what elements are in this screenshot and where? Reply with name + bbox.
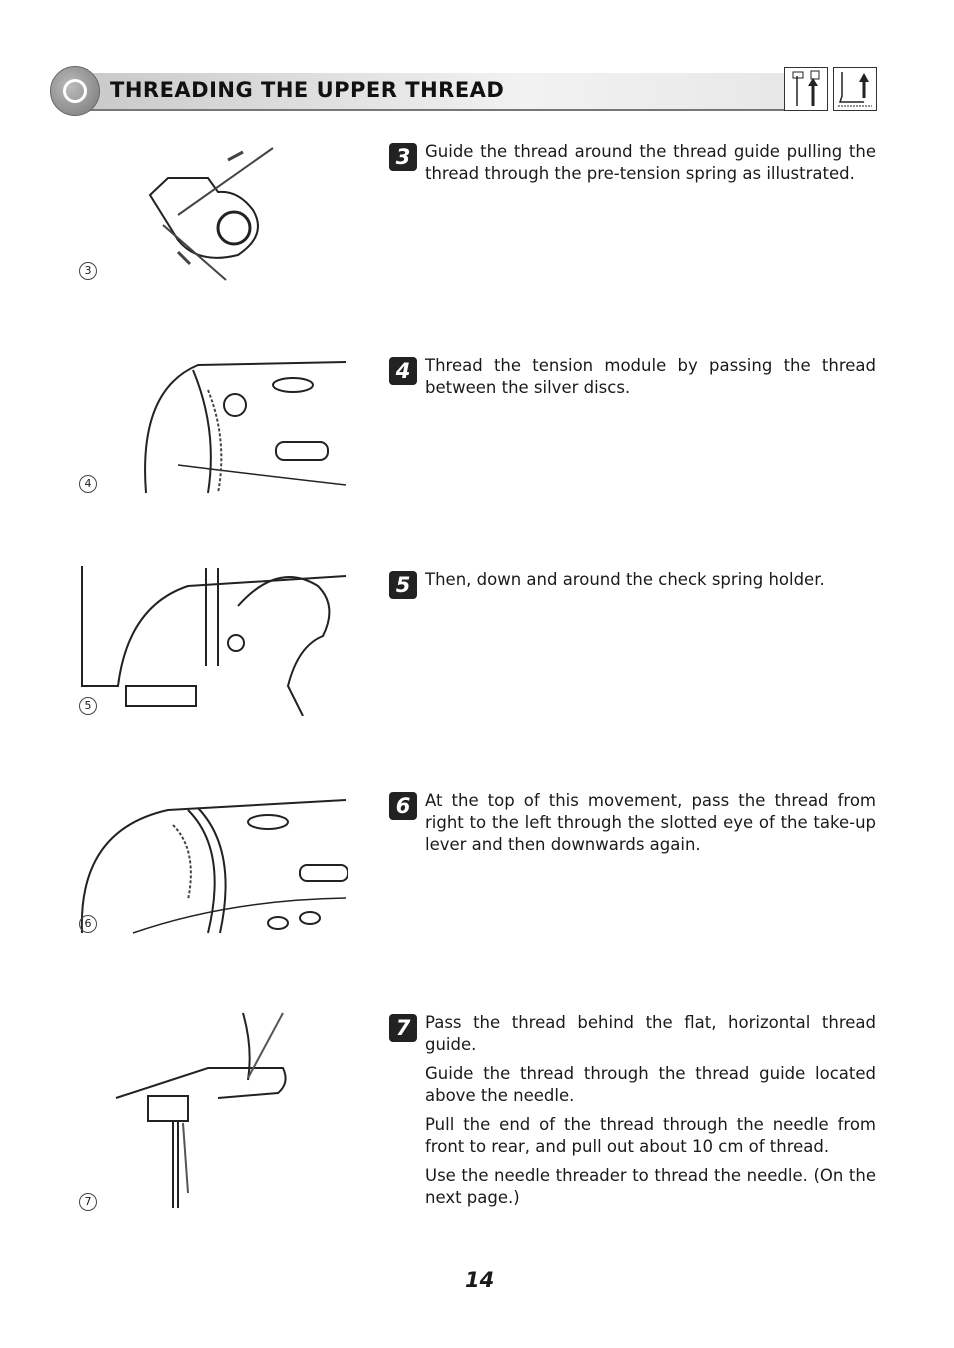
step-number-badge: 4 — [389, 357, 417, 385]
figure-take-up-lever — [78, 790, 348, 935]
figure-check-spring — [78, 566, 348, 716]
figure-number: 6 — [79, 915, 97, 933]
step-6 — [389, 790, 876, 863]
step-text: At the top of this movement, pass the thread from right to the left through the slotted eye of the take-up lever and then downwards again. — [425, 791, 876, 854]
step-number-badge: 3 — [389, 143, 417, 171]
step-text: Pass the thread behind the flat, horizontal thread guide. — [425, 1013, 876, 1054]
page-title: THREADING THE UPPER THREAD — [110, 78, 505, 102]
step-text: Then, down and around the check spring holder. — [425, 570, 825, 589]
step-5 — [389, 569, 876, 598]
step-number-badge: 5 — [389, 571, 417, 599]
figure-number: 7 — [79, 1193, 97, 1211]
presser-foot-up-icon — [833, 67, 877, 111]
figure-tension-module — [78, 350, 348, 495]
step-text: Pull the end of the thread through the needle from front to rear, and pull out about 10 cm of thread. — [425, 1115, 876, 1156]
step-number-badge: 7 — [389, 1014, 417, 1042]
step-7 — [389, 1012, 876, 1216]
step-text: Guide the thread through the thread guide located above the needle. — [425, 1064, 876, 1105]
step-text: Use the needle threader to thread the needle. (On the next page.) — [425, 1166, 876, 1207]
step-text: Guide the thread around the thread guide pulling the thread through the pre-tension spring as illustrated. — [425, 142, 876, 183]
figure-number: 4 — [79, 475, 97, 493]
section-circle-icon — [50, 66, 100, 116]
section-header — [50, 66, 876, 116]
step-text: Thread the tension module by passing the thread between the silver discs. — [425, 356, 876, 397]
page-number: 14 — [465, 1268, 495, 1292]
step-4 — [389, 355, 876, 406]
figure-needle-guide — [78, 1008, 348, 1213]
needle-up-icon — [784, 67, 828, 111]
step-3 — [389, 141, 876, 192]
figure-number: 3 — [79, 262, 97, 280]
figure-number: 5 — [79, 697, 97, 715]
figure-pretension-guide — [78, 140, 348, 285]
step-number-badge: 6 — [389, 792, 417, 820]
